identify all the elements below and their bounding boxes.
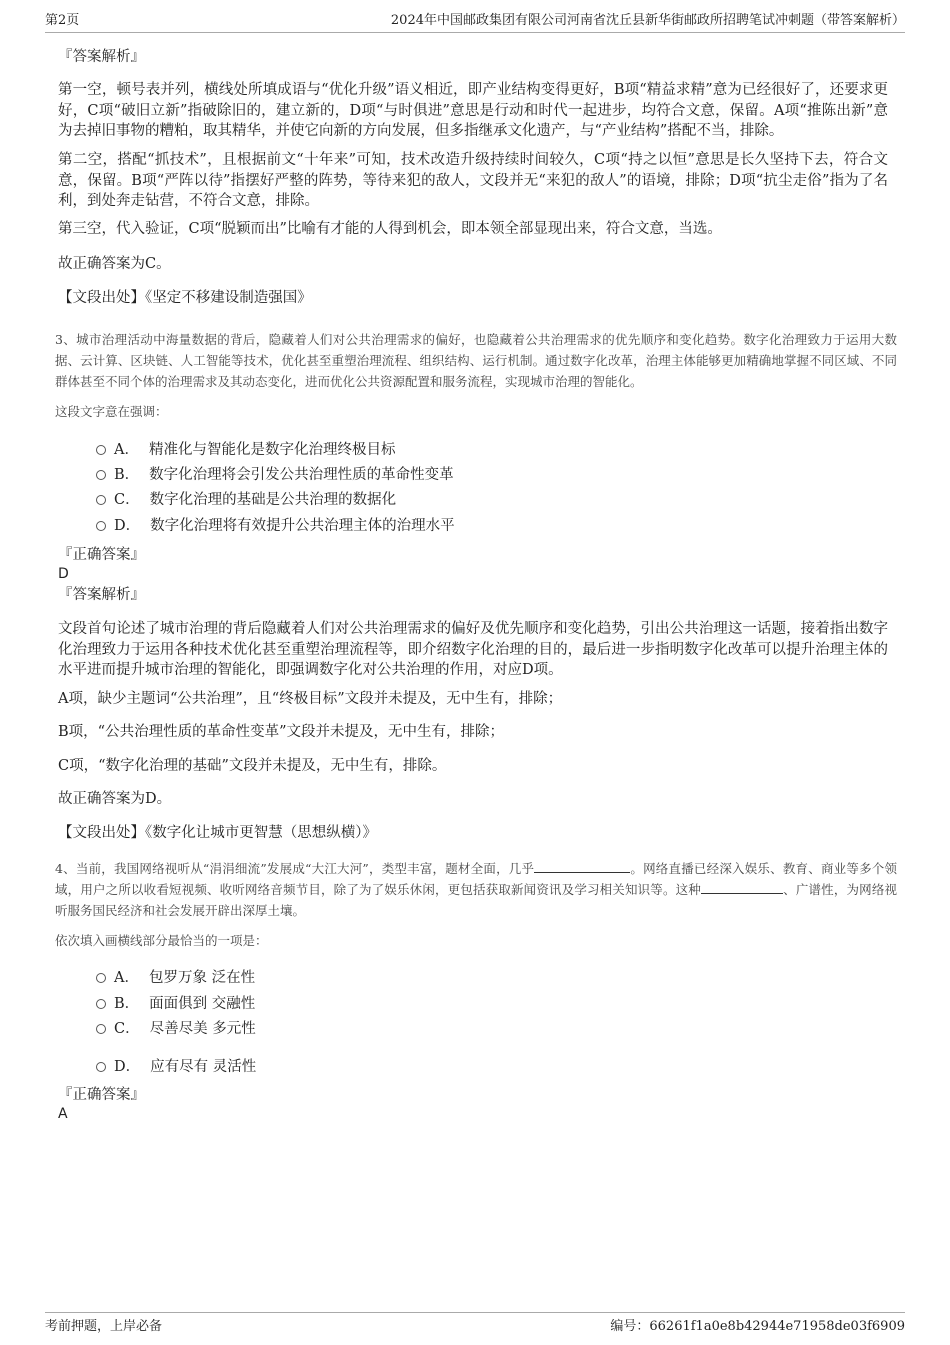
option-text: 包罗万象 泛在性: [148, 970, 256, 986]
q3-option-d[interactable]: [96, 516, 455, 536]
page-number: 第2页: [45, 13, 80, 28]
q3-option-c[interactable]: [96, 490, 396, 510]
radio-icon[interactable]: [96, 470, 106, 480]
option-letter: C．: [114, 1021, 140, 1037]
option-text: 数字化治理将会引发公共治理性质的革命性变革: [149, 467, 454, 483]
radio-icon[interactable]: [96, 445, 106, 455]
q3-prompt: 这段文字意在强调：: [55, 404, 168, 419]
radio-icon[interactable]: [96, 1062, 106, 1072]
q3-analysis-option-b: B项，“公共治理性质的革命性变革”文段并未提及，无中生有，排除；: [58, 724, 504, 740]
q3-analysis-option-a: A项，缺少主题词“公共治理”，且“终极目标”文段并未提及，无中生有，排除；: [58, 691, 563, 707]
option-text: 数字化治理将有效提升公共治理主体的治理水平: [150, 518, 455, 534]
option-text: 应有尽有 灵活性: [150, 1059, 257, 1075]
radio-icon[interactable]: [96, 1024, 106, 1034]
option-letter: D．: [114, 1059, 141, 1075]
option-text: 数字化治理的基础是公共治理的数据化: [149, 492, 397, 508]
option-text: 面面俱到 交融性: [149, 996, 256, 1012]
q3-source: 【文段出处】《数字化让城市更智慧（思想纵横）》: [58, 825, 377, 841]
q4-option-b[interactable]: [96, 994, 255, 1014]
q3-analysis-p1: 文段首句论述了城市治理的背后隐藏着人们对公共治理需求的偏好及优先顺序和变化趋势，引出公共治理这一话题，接着指出数字化治理致力于运用各种技术优化甚至重塑治理流程等，即介绍数字化治理的目的，最后进一步指明数字化改革可以提升治理主体的水平进而提升城市治理的智能化，即强调数字化对公共治理的作用，对应D项。: [58, 621, 888, 678]
option-letter: D．: [114, 518, 141, 534]
option-letter: C．: [114, 492, 140, 508]
document-code: 编号：66261f1a0e8b42944e71958de03f6909: [610, 1319, 905, 1334]
option-letter: A．: [114, 442, 139, 458]
option-letter: B．: [114, 467, 140, 483]
q4-text-part-3: 、广谱性，为网络视听服务国民经济和社会发展开辟出深厚土壤。: [55, 882, 897, 918]
q3-analysis-label: 『答案解析』: [58, 587, 145, 603]
q4-blank-1: [534, 860, 630, 873]
q4-blank-2: [701, 881, 783, 894]
document-title: 2024年中国邮政集团有限公司河南省沈丘县新华街邮政所招聘笔试冲刺题（带答案解析）: [390, 13, 905, 28]
q4-prompt: 依次填入画横线部分最恰当的一项是：: [55, 933, 268, 948]
q4-option-d[interactable]: [96, 1057, 256, 1077]
q2-conclusion: 故正确答案为C。: [58, 256, 171, 272]
q3-conclusion: 故正确答案为D。: [58, 791, 172, 807]
q4-text-part-2: 。网络直播已经深入娱乐、教育、商业等多个领域，用户之所以收看短视频、收听网络音频节目，除了为了娱乐休闲，更包括获取新闻资讯及学习相关知识等。这种: [55, 861, 897, 897]
q4-answer: A: [58, 1106, 68, 1122]
radio-icon[interactable]: [96, 973, 106, 983]
q2-analysis-p2: 第二空，搭配“抓技术”，且根据前文“十年来”可知，技术改造升级持续时间较久，C项“持之以恒”意思是长久坚持下去，符合文意，保留。B项“严阵以待”指摆好严整的阵势，等待来犯的敌人，文段并无“来犯的敌人”的语境，排除；D项“抗尘走俗”指为了名利，到处奔走钻营，不符合文意，排除。: [58, 152, 888, 209]
q2-source: 【文段出处】《坚定不移建设制造强国》: [58, 290, 312, 306]
radio-icon[interactable]: [96, 495, 106, 505]
q2-analysis-p3: 第三空，代入验证，C项“脱颖而出”比喻有才能的人得到机会，即本领全部显现出来，符合文意，当选。: [58, 221, 722, 237]
q4-text-part-1: 4、当前，我国网络视听从“涓涓细流”发展成“大江大河”，类型丰富，题材全面，几乎: [55, 861, 535, 876]
option-letter: A．: [114, 970, 139, 986]
q3-answer-label: 『正确答案』: [58, 547, 145, 563]
page-footer: [45, 1312, 905, 1337]
option-text: 尽善尽美 多元性: [149, 1021, 256, 1037]
radio-icon[interactable]: [96, 999, 106, 1009]
q3-question-text: 3、城市治理活动中海量数据的背后，隐藏着人们对公共治理需求的偏好，也隐藏着公共治理需求的优先顺序和变化趋势。数字化治理致力于运用大数据、云计算、区块链、人工智能等技术，优化甚至重塑治理流程、组织结构、运行机制。通过数字化改革，治理主体能够更加精确地掌握不同区域、不同群体甚至不同个体的治理需求及其动态变化，进而优化公共资源配置和服务流程，实现城市治理的智能化。: [55, 332, 897, 389]
q3-analysis-option-c: C项，“数字化治理的基础”文段并未提及，无中生有，排除。: [58, 758, 447, 774]
option-letter: B．: [114, 996, 140, 1012]
q2-analysis-p1: 第一空，顿号表并列，横线处所填成语与“优化升级”语义相近，即产业结构变得更好，B项“精益求精”意为已经很好了，还要求更好，C项“破旧立新”指破除旧的，建立新的，D项“与时俱进”意思是行动和时代一起进步，均符合文意，保留。A项“推陈出新”意为去掉旧事物的糟粕，取其精华，并使它向新的方向发展，但多指继承文化遗产，与“产业结构”搭配不当，排除。: [58, 82, 888, 139]
q3-option-b[interactable]: [96, 465, 454, 485]
page-header: [45, 12, 905, 33]
q3-answer: D: [58, 566, 69, 582]
q4-option-a[interactable]: [96, 968, 255, 988]
option-text: 精准化与智能化是数字化治理终极目标: [148, 442, 396, 458]
q3-option-a[interactable]: [96, 440, 395, 460]
radio-icon[interactable]: [96, 521, 106, 531]
footer-note: 考前押题，上岸必备: [45, 1319, 163, 1334]
q4-question-text: [55, 858, 897, 921]
q4-answer-label: 『正确答案』: [58, 1087, 145, 1103]
q2-analysis-label: 『答案解析』: [58, 49, 145, 65]
q4-option-c[interactable]: [96, 1019, 256, 1039]
